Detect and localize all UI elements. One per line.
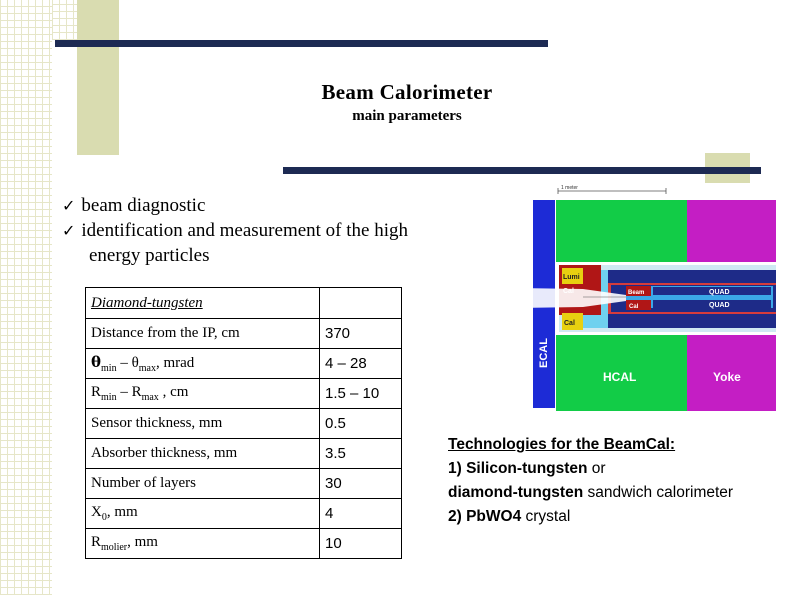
yoke-label: Yoke — [713, 370, 741, 384]
svg-text:QUAD: QUAD — [709, 302, 730, 309]
table-row: Number of layers 30 — [86, 469, 402, 499]
technologies-heading: Technologies for the BeamCal: — [448, 436, 676, 453]
yoke-block-upper — [687, 200, 776, 262]
bullet-identification-continued: energy particles — [89, 245, 210, 266]
table-row: Absorber thickness, mm 3.5 — [86, 439, 402, 469]
svg-text:Cal: Cal — [629, 304, 639, 310]
table-row: $R_{min} - R_{max}$ , cm 1.5 – 10 — [86, 379, 402, 409]
table-row: $\theta_{min} - \theta_{max}$, mrad 4 – 28 — [86, 349, 402, 379]
svg-text:Lumi: Lumi — [563, 274, 580, 281]
decorative-bar-bottom — [283, 167, 761, 174]
svg-text:Beam: Beam — [628, 290, 645, 296]
decorative-bar-top — [55, 40, 548, 47]
parameters-table — [85, 287, 402, 559]
ecal-label: ECAL — [538, 338, 550, 368]
table-row: $R_{molier}$, mm 10 — [86, 529, 402, 559]
hcal-block-upper — [556, 200, 687, 262]
slide-title: Beam Calorimeter — [321, 80, 493, 104]
table-row: Sensor thickness, mm 0.5 — [86, 409, 402, 439]
table-row: $X_0$, mm 4 — [86, 499, 402, 529]
decorative-block-left — [77, 0, 119, 155]
check-icon: ✓ — [62, 221, 76, 240]
svg-text:Cal: Cal — [564, 320, 575, 327]
table-header-empty — [320, 288, 402, 319]
table-header-label: Diamond-tungsten — [86, 288, 320, 319]
detector-layout-diagram — [533, 183, 776, 411]
svg-text:QUAD: QUAD — [709, 289, 730, 296]
bullet-beam-diagnostic: ✓ beam diagnostic — [62, 195, 206, 216]
hcal-label: HCAL — [603, 370, 637, 384]
bullet-identification: ✓ identification and measurement of the high — [62, 220, 408, 241]
technologies-note: Technologies for the BeamCal: 1) Silicon-tungsten or diamond-tungsten sandwich calorimeter 2) PbWO4 crystal — [448, 436, 734, 525]
table-header-row — [86, 288, 402, 319]
scale-label: 1 meter — [561, 185, 578, 191]
slide-subtitle: main parameters — [352, 108, 462, 124]
check-icon: ✓ — [62, 196, 76, 215]
table-row: Distance from the IP, cm 370 — [86, 319, 402, 349]
